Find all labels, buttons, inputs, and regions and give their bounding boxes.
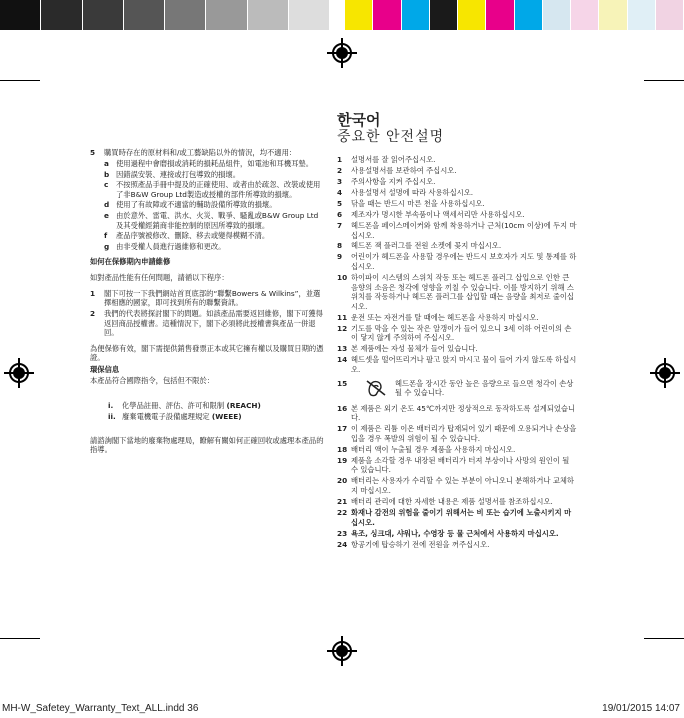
chinese-column <box>90 148 325 461</box>
color-swatch <box>373 0 400 30</box>
safety-item <box>337 324 577 343</box>
claim-intro: 如對產品性能有任何問題，請循以下程序： <box>90 272 229 282</box>
safety-item <box>337 166 577 176</box>
gray-swatch <box>83 0 123 30</box>
safety-item-number: 22 <box>337 508 348 518</box>
directive-code: (WEEE) <box>211 412 242 422</box>
subitem-letter: b <box>104 169 110 179</box>
safety-item-number: 21 <box>337 497 348 507</box>
safety-item-text: 제조자가 명시한 부속품이나 액세서리만 사용하십시오. <box>351 209 525 219</box>
safety-item-number: 8 <box>337 241 343 251</box>
gray-swatch <box>0 0 40 30</box>
gray-swatch <box>124 0 164 30</box>
korean-column <box>337 112 577 551</box>
step-text: 閣下可按一下我們網站首頁底部的“聯繫Bowers & Wilkins”，並選擇相應的國家，即可找到所有的聯繫資訊。 <box>104 288 321 308</box>
safety-item-text: 헤드폰 잭 플러그를 전원 소켓에 꽂지 마십시오. <box>351 241 502 251</box>
warranty-exclusion-subitem <box>90 231 325 241</box>
safety-item-number: 23 <box>337 528 348 538</box>
safety-item <box>337 199 577 209</box>
subitem-text: 因錯誤安裝、連接或打包導致的損壞。 <box>116 169 241 179</box>
subitem-letter: d <box>104 200 110 210</box>
footer-date: 19/01/2015 14:07 <box>602 703 680 714</box>
env-intro: 本產品符合國際指令，包括但不限於： <box>90 375 215 385</box>
env-outro: 請諮詢閣下當地的廢棄物處理局，瞭解有關如何正確回收或處理本產品的指導。 <box>90 435 324 455</box>
subitem-text: 由非受權人員進行過維修和更改。 <box>116 241 226 251</box>
subitem-letter: c <box>104 180 109 190</box>
safety-item-text: 본 제품은 외기 온도 45℃까지만 정상적으로 동작하도록 설계되었습니다. <box>351 403 576 423</box>
gray-swatch <box>206 0 246 30</box>
safety-item-number: 24 <box>337 539 348 549</box>
color-swatch <box>515 0 542 30</box>
step-text: 我們的代表將探討閣下的問題。如該產品需要返回維修，閣下可獲得返回商品授權書。這種情況下，閣下必須將此授權書與產品一併退回。 <box>104 309 323 338</box>
item-text: 購買時存在的原材料和/或工藝缺陷以外的情況，均不適用： <box>104 148 297 157</box>
safety-item <box>337 529 577 539</box>
safety-item <box>337 404 577 423</box>
safety-item-text: 제품을 소각할 경우 내장된 배터리가 터져 부상이나 사망의 원인이 될 수 있습니다. <box>351 455 570 475</box>
safety-item-number: 1 <box>337 155 343 164</box>
safety-item-number: 15 <box>337 378 348 388</box>
safety-item-text: 본 제품에는 자성 물체가 들어 있습니다. <box>351 344 478 354</box>
warranty-exclusion-subitem <box>90 170 325 180</box>
warranty-exclusion-subitem <box>90 200 325 210</box>
directive-name: 廢棄電機電子設備處理規定 <box>122 412 212 422</box>
safety-item-text: 기도를 막을 수 있는 작은 알갱이가 들어 있으니 3세 이하 어린이의 손이 닿지 않게 주의하여 주십시오. <box>351 323 572 343</box>
registration-mark-top-icon <box>327 38 357 68</box>
safety-item-text: 주의사항을 지켜 주십시오. <box>351 176 436 186</box>
safety-item-number: 6 <box>337 209 343 219</box>
safety-item-number: 19 <box>337 455 348 465</box>
step-number: 1 <box>90 288 96 298</box>
safety-item-text: 사용설명서 설명에 따라 사용하십시오. <box>351 187 474 197</box>
safety-item-text: 닦을 때는 반드시 마른 천을 사용하십시오. <box>351 198 485 208</box>
env-directive <box>108 401 325 411</box>
safety-item-text: 사용설명서를 보관하여 주십시오. <box>351 165 457 175</box>
safety-item-text: 항공기에 탑승하기 전에 전원을 꺼주십시오. <box>351 539 490 549</box>
safety-item-number: 2 <box>337 165 343 175</box>
safety-item-number: 5 <box>337 198 343 208</box>
safety-item-text: 이 제품은 리튬 이온 배터리가 탑재되어 있기 때문에 오용되거나 손상을 입을 경우 폭발의 위험이 될 수 있습니다. <box>351 424 577 443</box>
safety-item <box>337 424 577 443</box>
safety-item-number: 17 <box>337 424 348 434</box>
color-swatch <box>571 0 598 30</box>
safety-item <box>337 155 577 165</box>
safety-item-text: 헤드폰을 페이스메이커와 함께 착용하거나 근처(10cm 이상)에 두지 마십시오. <box>351 220 577 240</box>
safety-item <box>337 344 577 354</box>
item-number: 5 <box>90 148 96 157</box>
subitem-letter: g <box>104 241 110 251</box>
safety-item <box>337 241 577 251</box>
safety-item-text: 하이파이 시스템의 스위치 작동 또는 헤드폰 플러그 삽입으로 인한 큰 음향의 소음은 청각에 영향을 끼칠 수 있습니다. 이를 방지하기 위해 스위치를 작동하거나 헤드폰 플러그를 삽입할 때는 음량을 최저로 줄이십시오. <box>351 273 574 311</box>
safety-item-number: 16 <box>337 403 348 413</box>
safety-item <box>337 456 577 475</box>
color-swatch <box>628 0 655 30</box>
safety-item <box>337 497 577 507</box>
safety-item <box>337 355 577 374</box>
safety-item <box>337 210 577 220</box>
subitem-letter: e <box>104 210 109 220</box>
safety-item-text: 설명서를 잘 읽어주십시오. <box>351 155 436 164</box>
claim-step <box>90 309 325 338</box>
color-swatch <box>345 0 372 30</box>
directive-text <box>122 401 325 411</box>
safety-item <box>337 273 577 311</box>
warranty-exclusion-subitem <box>90 211 325 230</box>
safety-item <box>337 379 577 398</box>
registration-mark-right-icon <box>650 358 680 388</box>
safety-item <box>337 188 577 198</box>
language-title: 한국어 <box>337 111 381 129</box>
safety-item-text: 헤드셋을 떨어뜨리거나 팔고 앉지 마시고 물이 들어 가지 않도록 하십시오. <box>351 355 577 374</box>
color-swatch <box>486 0 513 30</box>
safety-item <box>337 445 577 455</box>
safety-item-number: 18 <box>337 444 348 454</box>
subitem-text: 使用了有故障或不適當的輔助設備所導致的損壞。 <box>116 200 277 210</box>
env-heading: 環保信息 <box>90 365 120 375</box>
trim-mark <box>0 80 40 81</box>
safety-item <box>337 476 577 495</box>
gray-swatch <box>165 0 205 30</box>
proof-note: 為便保修有效，閣下需提供銷售發票正本或其它擁有權以及購買日期的憑證。 <box>90 343 324 363</box>
safety-item-text: 어린이가 헤드폰을 사용할 경우에는 반드시 보호자가 지도 및 통제를 하십시오. <box>351 252 577 272</box>
subitem-text: 產品序號被修改、刪除、移去或變得模糊不清。 <box>116 231 270 241</box>
trim-mark <box>0 638 40 639</box>
claim-heading: 如何在保修期內申請維修 <box>90 257 171 267</box>
color-swatch <box>543 0 570 30</box>
safety-item <box>337 221 577 240</box>
safety-item-text: 욕조, 싱크대, 샤워나, 수영장 등 물 근처에서 사용하지 마십시오. <box>351 528 559 538</box>
color-swatch <box>656 0 683 30</box>
safety-item-number: 7 <box>337 220 343 230</box>
directive-text <box>122 412 325 422</box>
gray-swatch <box>289 0 329 30</box>
safety-item <box>337 508 577 527</box>
safety-item-number: 3 <box>337 176 343 186</box>
safety-item-text: 운전 또는 자전거를 탈 때에는 헤드폰을 사용하지 마십시오. <box>351 312 539 322</box>
registration-mark-bottom-icon <box>327 636 357 666</box>
safety-item <box>337 252 577 271</box>
footer-file-name: MH-W_Safetey_Warranty_Text_ALL.indd 36 <box>2 703 199 714</box>
ear-warning-icon <box>365 379 387 397</box>
safety-item-number: 4 <box>337 187 343 197</box>
gray-swatch <box>41 0 81 30</box>
safety-subtitle: 중요한 안전설명 <box>337 129 445 145</box>
safety-item-text: 배터리 관리에 대한 자세한 내용은 제품 설명서를 참조하십시오. <box>351 497 553 507</box>
safety-item-number: 9 <box>337 252 343 262</box>
color-swatch <box>458 0 485 30</box>
safety-item-number: 13 <box>337 344 348 354</box>
safety-item-number: 10 <box>337 273 348 283</box>
safety-item <box>337 177 577 187</box>
safety-item-text: 배터리는 사용자가 수리할 수 있는 부분이 아니오니 분해하거나 교체하지 마십시오. <box>351 476 574 496</box>
warranty-exclusion-subitem <box>90 159 325 169</box>
directive-name: 化學品註冊、評估、許可和限制 <box>122 401 227 411</box>
subitem-text: 由於意外、雷電、洪水、火災、戰爭、騷亂或B&W Group Ltd及其受權經銷商非能控制的原因所導致的損壞。 <box>116 210 319 230</box>
subitem-letter: a <box>104 158 109 168</box>
directive-code: (REACH) <box>226 401 261 411</box>
safety-item-number: 20 <box>337 476 348 486</box>
subitem-text: 使用過程中會磨損或消耗的損耗品組件，如電池和耳機耳墊。 <box>116 158 314 168</box>
safety-item-text: 헤드폰을 장시간 동안 높은 음량으로 들으면 청각이 손상될 수 있습니다. <box>395 378 574 398</box>
gray-color-bar <box>0 0 330 30</box>
safety-item-text: 화재나 감전의 위험을 줄이기 위해서는 비 또는 습기에 노출시키지 마십시오. <box>351 508 572 527</box>
process-color-bar <box>345 0 684 30</box>
safety-item-number: 14 <box>337 355 348 365</box>
registration-mark-left-icon <box>4 358 34 388</box>
safety-item-text: 배터리 액이 누출될 경우 제품을 사용하지 마십시오. <box>351 444 516 454</box>
step-number: 2 <box>90 309 96 319</box>
safety-item <box>337 540 577 550</box>
warranty-exclusion-item <box>90 148 325 158</box>
warranty-exclusion-subitem <box>90 242 325 252</box>
subitem-text: 不按照產品手冊中提及的正確使用、或者由於疏忽、改裝或使用了非B&W Group Ltd製造或授權的部件所導致的損壞。 <box>116 180 321 199</box>
color-swatch <box>599 0 626 30</box>
env-directive <box>108 412 325 422</box>
trim-mark <box>644 638 684 639</box>
claim-step <box>90 289 325 308</box>
warranty-exclusion-subitem <box>90 180 325 199</box>
trim-mark <box>644 80 684 81</box>
safety-item-number: 11 <box>337 312 348 322</box>
color-swatch <box>402 0 429 30</box>
safety-item <box>337 313 577 323</box>
safety-item-number: 12 <box>337 323 348 333</box>
color-swatch <box>430 0 457 30</box>
directive-numeral: ii. <box>108 412 116 422</box>
gray-swatch <box>248 0 288 30</box>
subitem-letter: f <box>104 231 108 241</box>
directive-numeral: i. <box>108 401 114 411</box>
